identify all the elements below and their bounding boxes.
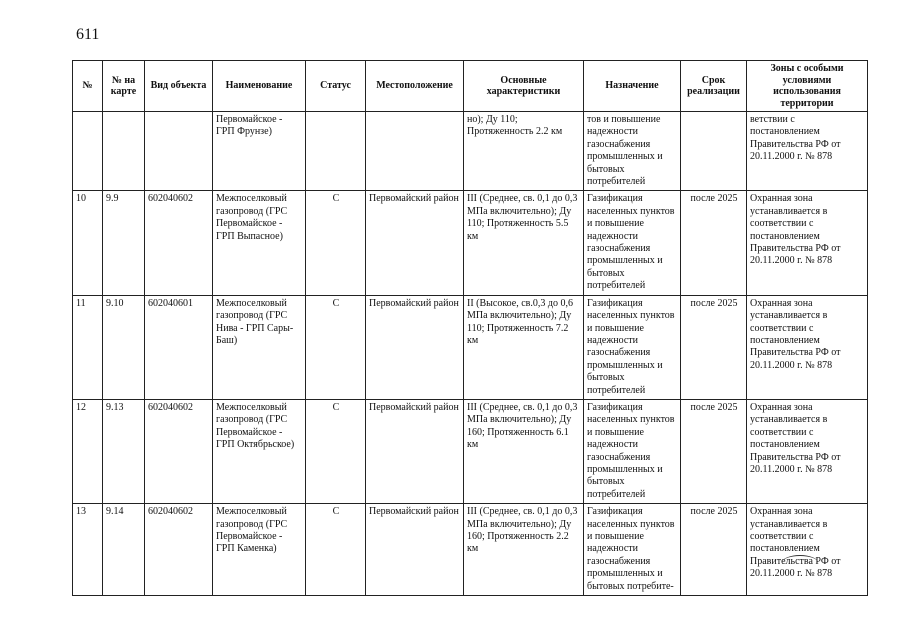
header-map-num: № на карте	[103, 61, 145, 112]
cell-purpose: Газификация населенных пунктов и повышение надежности газоснабжения промышленных и бытовых потребителей	[584, 191, 681, 295]
header-purpose: Назначение	[584, 61, 681, 112]
table-row	[73, 504, 868, 596]
cell-object-type: 602040602	[145, 399, 213, 503]
cell-location: Первомайский район	[366, 504, 464, 596]
cell-object-type: 602040601	[145, 295, 213, 399]
cell-purpose: Газификация населенных пунктов и повышение надежности газоснабжения промышленных и бытовых потребителей	[584, 399, 681, 503]
cell-name: Межпоселковый газопровод (ГРС Нива - ГРП Сары-Баш)	[213, 295, 306, 399]
cell-zones: Охранная зона устанавливается в соответствии с постановлением Правительства РФ от 20.11.2000 г. № 878	[747, 399, 868, 503]
cell-num: 12	[73, 399, 103, 503]
cell-characteristics: III (Среднее, св. 0,1 до 0,3 МПа включительно); Ду 160; Протяженность 6.1 км	[464, 399, 584, 503]
table-row	[73, 112, 868, 191]
cell-map-num: 9.14	[103, 504, 145, 596]
cell-characteristics: II (Высокое, св.0,3 до 0,6 МПа включительно); Ду 110; Протяженность 7.2 км	[464, 295, 584, 399]
cell-status	[306, 112, 366, 191]
table-row	[73, 191, 868, 295]
cell-location: Первомайский район	[366, 295, 464, 399]
header-name: Наименование	[213, 61, 306, 112]
cell-map-num	[103, 112, 145, 191]
table-row	[73, 399, 868, 503]
cell-status: С	[306, 399, 366, 503]
cell-purpose: Газификация населенных пунктов и повышение надежности газоснабжения промышленных и бытовых потребите-	[584, 504, 681, 596]
cell-object-type	[145, 112, 213, 191]
cell-term: после 2025	[681, 504, 747, 596]
cell-num: 10	[73, 191, 103, 295]
cell-name: Межпоселковый газопровод (ГРС Первомайское - ГРП Каменка)	[213, 504, 306, 596]
cell-purpose: тов и повышение надежности газоснабжения промышленных и бытовых потребителей	[584, 112, 681, 191]
cell-term: после 2025	[681, 191, 747, 295]
signature-mark	[782, 555, 818, 570]
cell-name: Межпоселковый газопровод (ГРС Первомайское - ГРП Октябрьское)	[213, 399, 306, 503]
cell-zones: ветствии с постановлением Правительства РФ от 20.11.2000 г. № 878	[747, 112, 868, 191]
gas-pipeline-table	[72, 60, 868, 596]
header-term: Срок реализации	[681, 61, 747, 112]
header-object-type: Вид объекта	[145, 61, 213, 112]
cell-num: 11	[73, 295, 103, 399]
page-number: 611	[76, 26, 100, 43]
cell-map-num: 9.10	[103, 295, 145, 399]
header-num: №	[73, 61, 103, 112]
cell-purpose: Газификация населенных пунктов и повышение надежности газоснабжения промышленных и бытовых потребителей	[584, 295, 681, 399]
cell-term: после 2025	[681, 399, 747, 503]
cell-location: Первомайский район	[366, 399, 464, 503]
cell-characteristics: III (Среднее, св. 0,1 до 0,3 МПа включительно); Ду 160; Протяженность 2.2 км	[464, 504, 584, 596]
cell-status: С	[306, 295, 366, 399]
header-status: Статус	[306, 61, 366, 112]
cell-status: С	[306, 191, 366, 295]
cell-zones: Охранная зона устанавливается в соответствии с постановлением Правительства РФ от 20.11.2000 г. № 878	[747, 504, 868, 596]
cell-object-type: 602040602	[145, 191, 213, 295]
cell-num	[73, 112, 103, 191]
cell-object-type: 602040602	[145, 504, 213, 596]
cell-map-num: 9.9	[103, 191, 145, 295]
cell-characteristics: III (Среднее, св. 0,1 до 0,3 МПа включительно); Ду 110; Протяженность 5.5 км	[464, 191, 584, 295]
cell-zones: Охранная зона устанавливается в соответствии с постановлением Правительства РФ от 20.11.2000 г. № 878	[747, 191, 868, 295]
header-zones: Зоны с особыми условиями использования территории	[747, 61, 868, 112]
cell-name: Межпоселковый газопровод (ГРС Первомайское - ГРП Выпасное)	[213, 191, 306, 295]
cell-zones: Охранная зона устанавливается в соответствии с постановлением Правительства РФ от 20.11.2000 г. № 878	[747, 295, 868, 399]
cell-num: 13	[73, 504, 103, 596]
table-row	[73, 295, 868, 399]
cell-location	[366, 112, 464, 191]
cell-term: после 2025	[681, 295, 747, 399]
header-location: Местоположение	[366, 61, 464, 112]
header-characteristics: Основные характеристики	[464, 61, 584, 112]
cell-name: Первомайское - ГРП Фрунзе)	[213, 112, 306, 191]
cell-location: Первомайский район	[366, 191, 464, 295]
cell-status: С	[306, 504, 366, 596]
cell-term	[681, 112, 747, 191]
cell-map-num: 9.13	[103, 399, 145, 503]
cell-characteristics: но); Ду 110; Протяженность 2.2 км	[464, 112, 584, 191]
table-header-row	[73, 61, 868, 112]
